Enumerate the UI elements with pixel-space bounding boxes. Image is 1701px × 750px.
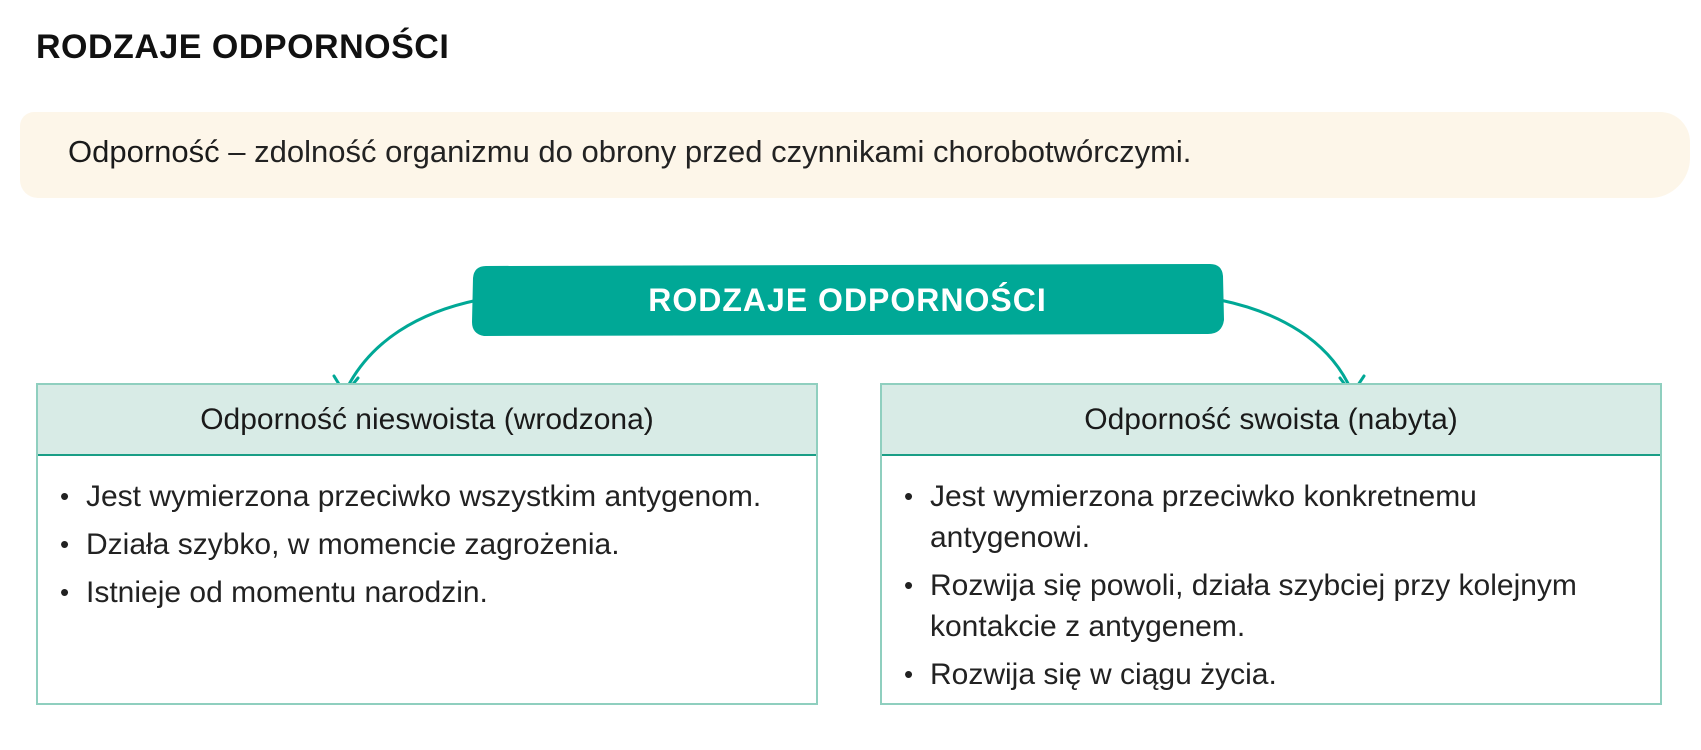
center-label-text: RODZAJE ODPORNOŚCI: [648, 281, 1047, 318]
definition-text: – zdolność organizmu do obrony przed czynnikami chorobotwórczymi.: [219, 134, 1192, 169]
page-title: RODZAJE ODPORNOŚCI: [36, 28, 450, 66]
list-item: • Jest wymierzona przeciwko wszystkim antygenom.: [86, 476, 796, 517]
list-item: • Rozwija się w ciągu życia.: [930, 654, 1640, 695]
panel-list: [882, 456, 1660, 695]
panel-header: Odporność nieswoista (wrodzona): [38, 385, 816, 456]
panel-innate-immunity: [36, 383, 818, 705]
list-item: • Rozwija się powoli, działa szybciej przy kolejnym kontakcie z antygenem.: [930, 565, 1640, 647]
arrow-right: [1220, 300, 1352, 392]
panel-header: Odporność swoista (nabyta): [882, 385, 1660, 456]
list-item: • Działa szybko, w momencie zagrożenia.: [86, 524, 796, 565]
panel-acquired-immunity: [880, 383, 1662, 705]
list-item: • Istnieje od momentu narodzin.: [86, 572, 796, 613]
list-item: • Jest wymierzona przeciwko konkretnemu antygenowi.: [930, 476, 1640, 558]
panel-list: [38, 456, 816, 613]
arrow-left: [345, 300, 478, 392]
center-label: [470, 264, 1225, 336]
definition-term: Odporność: [68, 134, 220, 169]
